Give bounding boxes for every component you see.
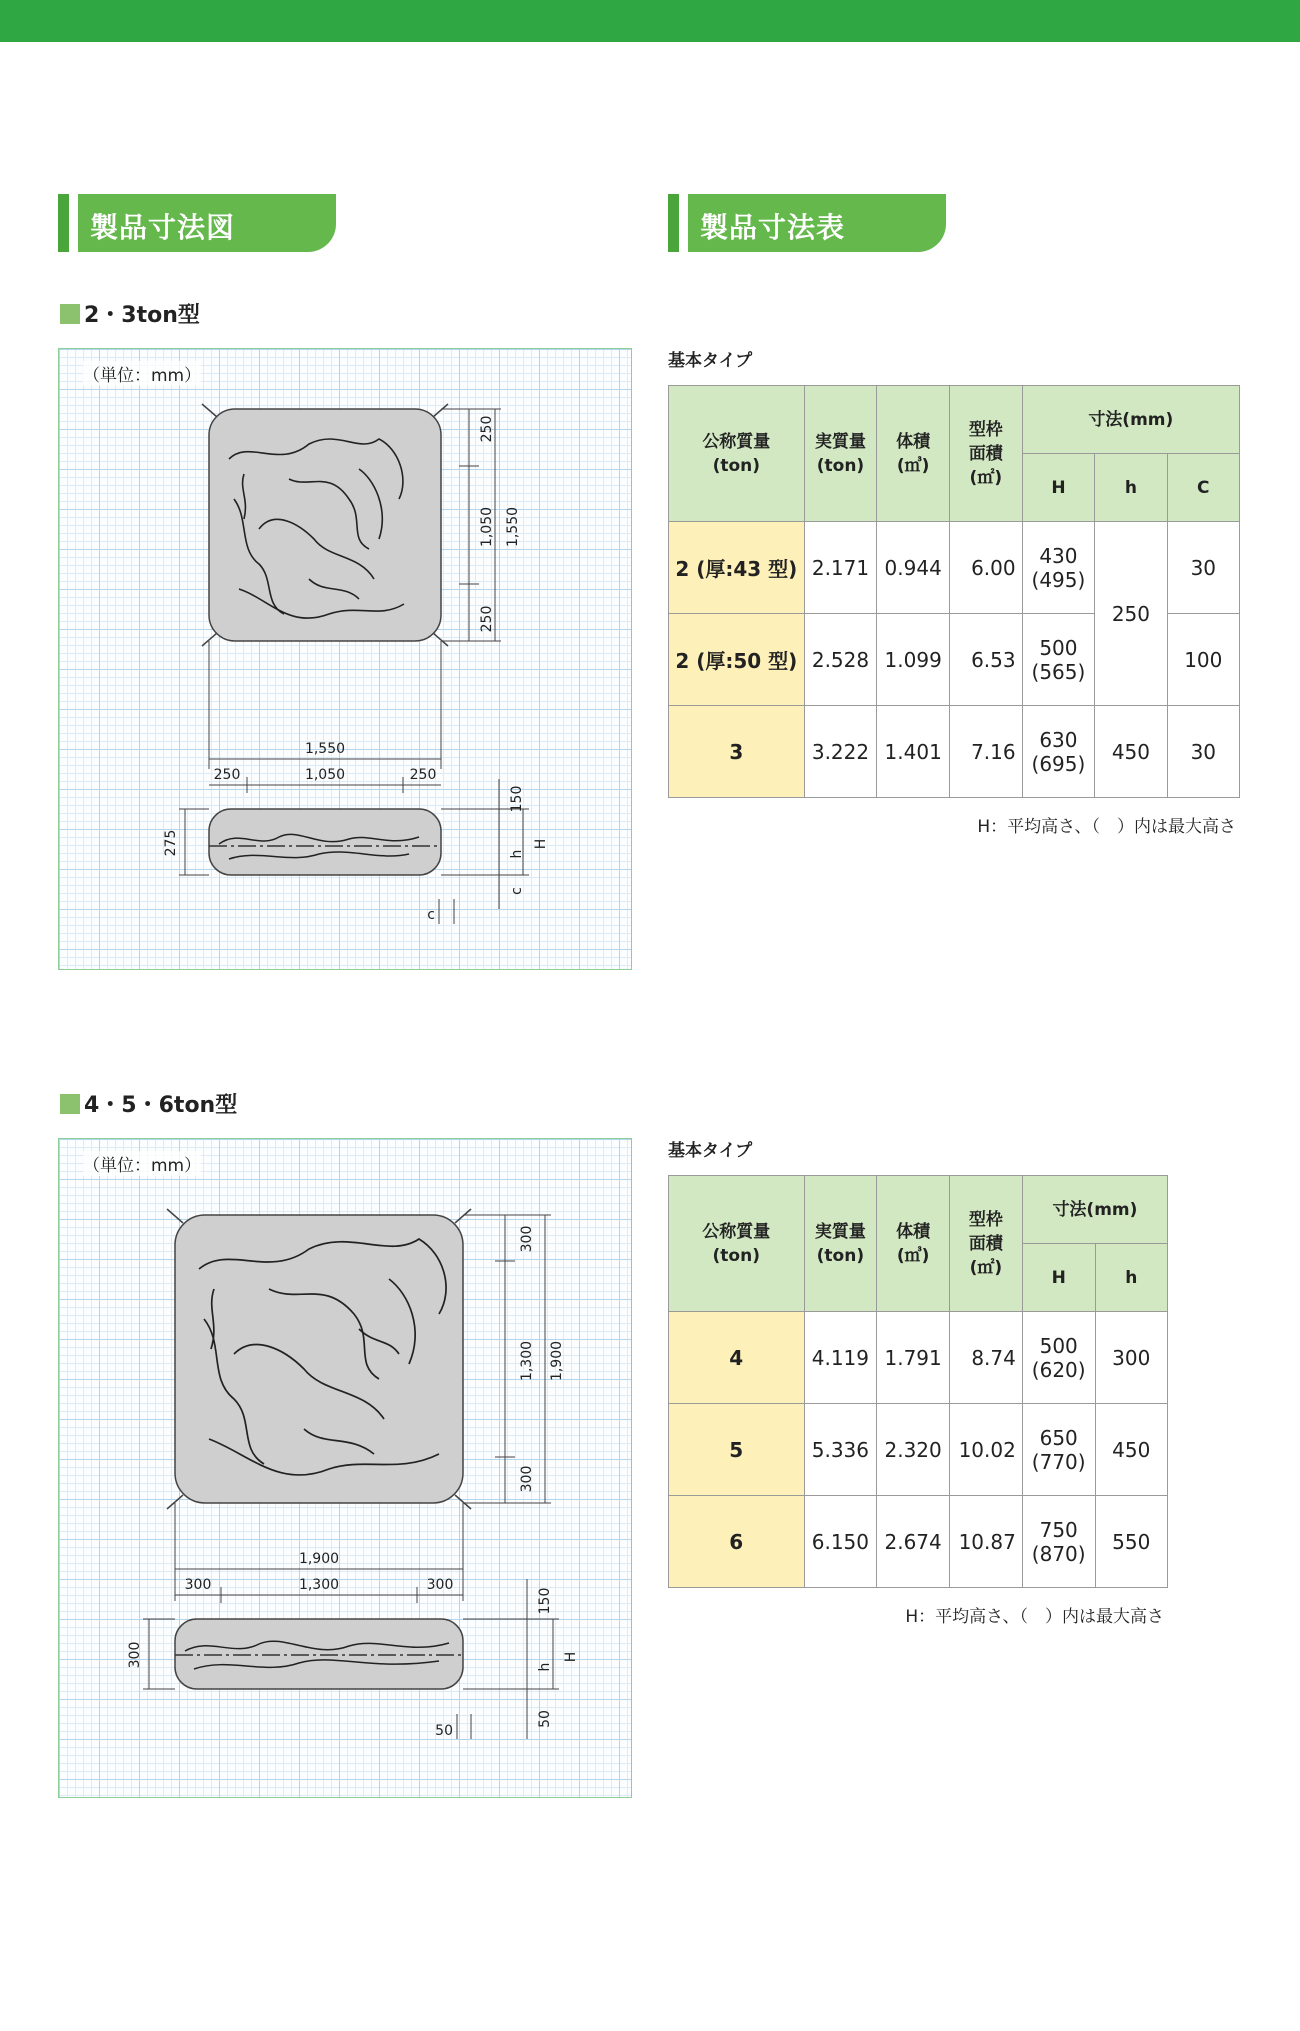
cell-nominal: 3	[669, 706, 805, 798]
header-text: 実質量	[814, 431, 866, 452]
cell-actual: 5.336	[804, 1404, 877, 1496]
cell-H	[1022, 1496, 1095, 1588]
cell-H-max: (695)	[1031, 751, 1086, 776]
cell-actual: 4.119	[804, 1312, 877, 1404]
dim-width-250b: 250	[409, 767, 437, 783]
cell-H-max: (565)	[1031, 659, 1086, 684]
small-type-title-text: 2・3ton型	[84, 303, 200, 328]
cell-C: 30	[1167, 706, 1239, 798]
header-unit: (ton)	[816, 455, 865, 476]
cell-volume: 1.401	[877, 706, 950, 798]
cell-H-avg: 500	[1039, 1333, 1078, 1358]
table-row	[669, 1404, 1168, 1496]
small-dimension-drawing	[58, 348, 632, 970]
cell-area: 6.53	[950, 614, 1023, 706]
dim-side-150: 150	[537, 1587, 553, 1615]
dim-bottom-50b: 50	[537, 1710, 553, 1728]
cell-H-max: (770)	[1031, 1449, 1086, 1474]
header-text: 実質量	[814, 1221, 866, 1242]
dim-side-c: c	[509, 887, 525, 895]
col-dims: 寸法(mm)	[1022, 386, 1239, 454]
col-area	[950, 1176, 1023, 1312]
cell-volume: 2.674	[877, 1496, 950, 1588]
small-table-note: H：平均高さ、（ ）内は最大高さ	[977, 817, 1236, 837]
header-unit: (㎥)	[896, 1245, 930, 1266]
dim-side-150: 150	[509, 785, 525, 813]
cell-volume: 2.320	[877, 1404, 950, 1496]
large-type-title	[60, 1088, 237, 1119]
dim-mid-1050: 1,050	[479, 506, 495, 548]
header-text: 公称質量	[702, 431, 771, 452]
header-text: 公称質量	[702, 1221, 771, 1242]
title-square-icon	[60, 1094, 80, 1114]
header-unit: (㎡)	[969, 467, 1003, 488]
cell-h: 250	[1095, 522, 1167, 706]
col-volume	[877, 1176, 950, 1312]
col-h: h	[1095, 1244, 1167, 1312]
cell-H-max: (495)	[1031, 567, 1086, 592]
cell-area: 10.87	[950, 1496, 1023, 1588]
cell-h: 300	[1095, 1312, 1167, 1404]
cell-volume: 1.099	[877, 614, 950, 706]
col-H: H	[1022, 1244, 1095, 1312]
header-unit: (ton)	[816, 1245, 865, 1266]
cell-H-avg: 650	[1039, 1425, 1078, 1450]
cell-H	[1022, 522, 1095, 614]
dim-width-250a: 250	[213, 767, 241, 783]
cell-nominal: 2 (厚:43 型)	[669, 522, 805, 614]
table-row	[669, 1312, 1168, 1404]
dim-left-300: 300	[127, 1641, 143, 1669]
cell-H-avg: 500	[1039, 635, 1078, 660]
dim-bottom-c: c	[427, 907, 435, 923]
small-type-title	[60, 298, 200, 329]
cell-C: 100	[1167, 614, 1239, 706]
col-actual	[804, 386, 877, 522]
cell-H-max: (620)	[1031, 1357, 1086, 1382]
dim-side-H: H	[533, 838, 549, 850]
top-green-bar	[0, 0, 1300, 42]
section-header-title: 製品寸法表	[700, 211, 846, 244]
cell-h: 450	[1095, 1404, 1167, 1496]
cell-H-avg: 750	[1039, 1517, 1078, 1542]
col-volume	[877, 386, 950, 522]
header-text: 面積	[968, 1233, 1003, 1254]
cell-H-avg: 430	[1039, 543, 1078, 568]
cell-H	[1022, 1404, 1095, 1496]
small-spec-table	[668, 385, 1240, 798]
cell-nominal: 2 (厚:50 型)	[669, 614, 805, 706]
dim-width-1300: 1,300	[298, 1577, 340, 1593]
col-area	[950, 386, 1023, 522]
col-actual	[804, 1176, 877, 1312]
cell-C: 30	[1167, 522, 1239, 614]
cell-H	[1022, 706, 1095, 798]
header-text: 面積	[968, 443, 1003, 464]
block-side-view	[209, 809, 441, 875]
col-nominal	[669, 386, 805, 522]
dim-width-1900: 1,900	[298, 1551, 340, 1567]
title-square-icon	[60, 304, 80, 324]
cell-actual: 2.171	[804, 522, 877, 614]
dim-top-300: 300	[519, 1225, 535, 1253]
table-row	[669, 522, 1240, 614]
cell-H-max: (870)	[1031, 1541, 1086, 1566]
section-header-accent	[668, 194, 679, 252]
header-unit: (ton)	[712, 455, 761, 476]
dim-top-250: 250	[479, 415, 495, 443]
dim-width-1050: 1,050	[304, 767, 346, 783]
dim-mid-1300: 1,300	[519, 1340, 535, 1382]
section-header-pill	[688, 194, 946, 252]
col-dims: 寸法(mm)	[1022, 1176, 1167, 1244]
cell-nominal: 4	[669, 1312, 805, 1404]
cell-volume: 0.944	[877, 522, 950, 614]
cell-nominal: 5	[669, 1404, 805, 1496]
col-C: C	[1167, 454, 1239, 522]
cell-H-avg: 630	[1039, 727, 1078, 752]
dim-left-275: 275	[163, 829, 179, 857]
cell-h: 450	[1095, 706, 1167, 798]
cell-H	[1022, 1312, 1095, 1404]
cell-actual: 6.150	[804, 1496, 877, 1588]
block-top-view	[175, 1215, 463, 1503]
header-text: 型枠	[968, 419, 1003, 440]
col-nominal	[669, 1176, 805, 1312]
dim-side-H: H	[563, 1651, 579, 1663]
header-unit: (㎥)	[896, 455, 930, 476]
cell-actual: 3.222	[804, 706, 877, 798]
cell-actual: 2.528	[804, 614, 877, 706]
section-header-accent	[58, 194, 69, 252]
table-row	[669, 706, 1240, 798]
cell-area: 10.02	[950, 1404, 1023, 1496]
small-drawing-svg	[59, 349, 631, 969]
cell-h: 550	[1095, 1496, 1167, 1588]
large-drawing-svg	[59, 1139, 631, 1797]
cell-volume: 1.791	[877, 1312, 950, 1404]
header-unit: (ton)	[712, 1245, 760, 1266]
dim-width-1550: 1,550	[304, 741, 346, 757]
col-H: H	[1022, 454, 1095, 522]
cell-area: 8.74	[950, 1312, 1023, 1404]
unit-label: （単位：mm）	[83, 361, 201, 386]
header-text: 体積	[896, 1221, 931, 1242]
cell-nominal: 6	[669, 1496, 805, 1588]
header-unit: (㎡)	[969, 1257, 1003, 1278]
section-header-title: 製品寸法図	[90, 211, 236, 244]
block-side-view	[175, 1619, 463, 1689]
col-h: h	[1095, 454, 1167, 522]
large-table-note: H：平均高さ、（ ）内は最大高さ	[905, 1607, 1164, 1627]
dim-bot-300: 300	[519, 1465, 535, 1493]
cell-H	[1022, 614, 1095, 706]
dim-total-1900: 1,900	[549, 1340, 565, 1382]
large-dimension-drawing	[58, 1138, 632, 1798]
dim-width-300b: 300	[426, 1577, 454, 1593]
section-header-pill	[78, 194, 336, 252]
large-spec-table	[668, 1175, 1168, 1588]
cell-area: 7.16	[950, 706, 1023, 798]
dim-bot-250: 250	[479, 605, 495, 633]
dim-bottom-50a: 50	[435, 1723, 453, 1739]
table-row	[669, 1496, 1168, 1588]
header-text: 体積	[896, 431, 931, 452]
header-text: 型枠	[968, 1209, 1003, 1230]
large-table-caption: 基本タイプ	[668, 1141, 753, 1161]
unit-label: （単位：mm）	[83, 1151, 201, 1176]
dim-total-1550: 1,550	[505, 506, 521, 548]
cell-area: 6.00	[950, 522, 1023, 614]
dim-side-h: h	[509, 849, 525, 859]
small-table-caption: 基本タイプ	[668, 351, 753, 371]
dim-width-300a: 300	[184, 1577, 212, 1593]
large-type-title-text: 4・5・6ton型	[84, 1093, 238, 1118]
dim-side-h: h	[537, 1662, 553, 1672]
